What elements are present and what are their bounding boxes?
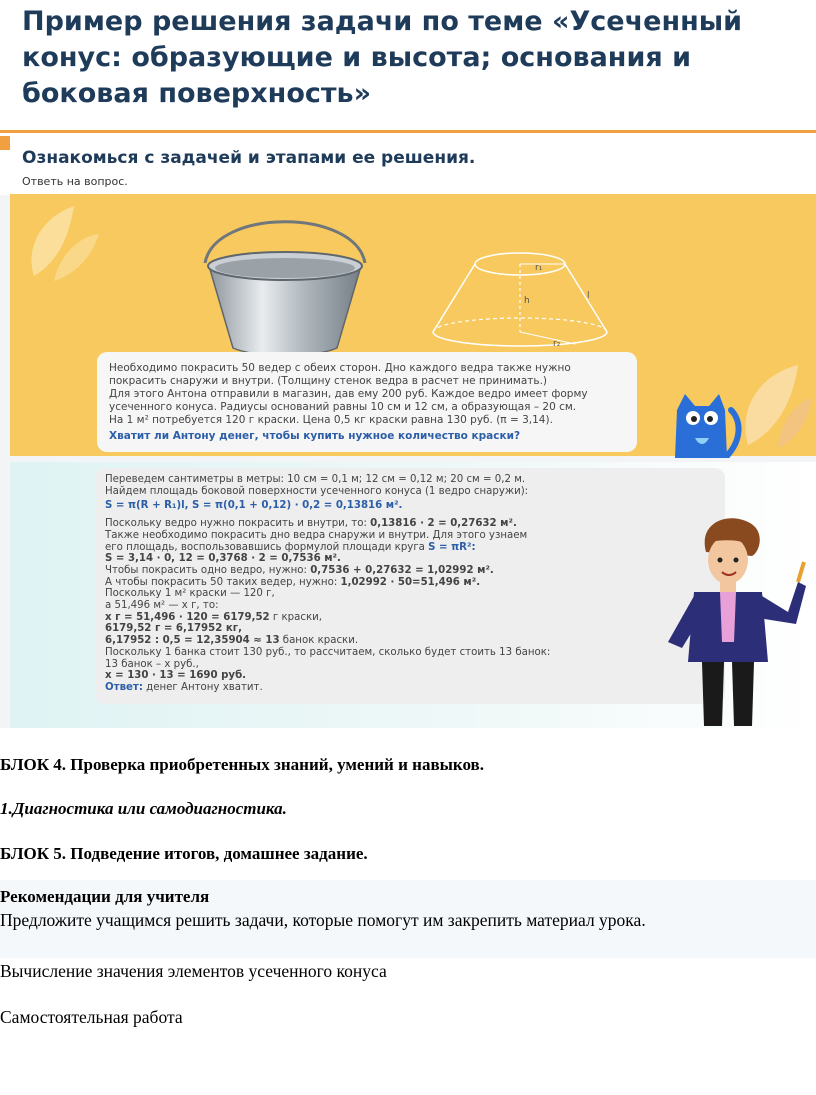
reco-text: Предложите учащимся решить задачи, которые помогут им закрепить материал урока. bbox=[0, 910, 646, 930]
solution-line: Переведем сантиметры в метры: 10 см = 0,1 м; 12 см = 0,12 м; 20 см = 0,2 м. bbox=[105, 474, 526, 485]
solution-value: 6,17952 : 0,5 = 12,35904 ≈ 13 bbox=[105, 635, 280, 647]
problem-line: Необходимо покрасить 50 ведер с обеих сторон. Дно каждого ведра также нужно bbox=[109, 362, 571, 374]
solution-line: а 51,496 м² — х г, то: bbox=[105, 600, 219, 612]
solution-line: Также необходимо покрасить дно ведра снаружи и внутри. Для этого узнаем bbox=[105, 529, 528, 541]
list-item: Самостоятельная работа bbox=[0, 1007, 183, 1027]
problem-line: На 1 м² потребуется 120 г краски. Цена 0,5 кг краски равна 130 руб. (π = 3,14). bbox=[109, 414, 553, 426]
reco-title: Рекомендации для учителя bbox=[0, 887, 210, 906]
problem-line: усеченного конуса. Радиусы оснований равны 10 см и 12 см, а образующая – 20 см. bbox=[109, 401, 577, 413]
solution-value: 1,02992 · 50=51,496 м². bbox=[340, 576, 481, 588]
solution-value: х г = 51,496 · 120 = 6179,52 bbox=[105, 611, 270, 623]
lesson-slide bbox=[0, 130, 816, 728]
diagnostics-heading: 1.Диагностика или самодиагностика. bbox=[0, 799, 287, 818]
list-item: Вычисление значения элементов усеченного конуса bbox=[0, 961, 387, 981]
label-l: l bbox=[587, 291, 590, 301]
bucket-image bbox=[195, 208, 375, 358]
block5-heading: БЛОК 5. Подведение итогов, домашнее задание. bbox=[0, 844, 368, 863]
solution-text: его площадь, воспользовавшись формулой площади круга bbox=[105, 541, 429, 553]
problem-text-box bbox=[97, 352, 637, 452]
label-h: h bbox=[524, 296, 530, 306]
solution-line: 6179,52 г = 6,17952 кг, bbox=[105, 623, 242, 635]
solution-value: 0,7536 + 0,27632 = 1,02992 м². bbox=[310, 564, 494, 576]
solution-answer bbox=[105, 682, 715, 694]
solution-line: 13 банок – х руб., bbox=[105, 658, 199, 670]
solution-line bbox=[105, 565, 715, 577]
slide-subheading: Ответь на вопрос. bbox=[22, 175, 128, 188]
solution-text: Поскольку ведро нужно покрасить и внутри, то: bbox=[105, 518, 371, 530]
solution-line bbox=[105, 518, 715, 530]
solution-line: Найдем площадь боковой поверхности усеченного конуса (1 ведро снаружи): bbox=[105, 485, 529, 497]
block4-heading: БЛОК 4. Проверка приобретенных знаний, умений и навыков. bbox=[0, 755, 484, 774]
solution-text: Чтобы покрасить одно ведро, нужно: bbox=[105, 564, 311, 576]
solution-text: г краски, bbox=[269, 611, 322, 623]
problem-line: покрасить снаружи и внутри. (Толщину стенок ведра в расчет не принимать.) bbox=[109, 375, 548, 387]
solution-line bbox=[105, 612, 715, 624]
solution-line: S = 3,14 · 0, 12 = 0,3768 · 2 = 0,7536 м². bbox=[105, 553, 341, 565]
page-title: Пример решения задачи по теме «Усеченный конус: образующие и высота; основания и боковая поверхность» bbox=[22, 6, 743, 109]
solution-formula: S = π(R + R₁)l, S = π(0,1 + 0,12) · 0,2 = 0,13816 м². bbox=[105, 500, 403, 512]
corner-mark bbox=[0, 136, 10, 150]
solution-value: 0,13816 · 2 = 0,27632 м². bbox=[370, 518, 517, 530]
solution-line: Поскольку 1 м² краски — 120 г, bbox=[105, 588, 275, 600]
solution-text-box bbox=[95, 468, 725, 704]
answer-label: Ответ: bbox=[105, 681, 143, 693]
leaf-decor-left-icon bbox=[14, 196, 104, 286]
solution-line bbox=[105, 635, 715, 647]
solution-text: банок краски. bbox=[279, 635, 359, 647]
solution-line: х = 130 · 13 = 1690 руб. bbox=[105, 670, 247, 682]
slide-header bbox=[0, 130, 816, 195]
cat-character-icon bbox=[655, 380, 745, 458]
solution-formula: S = πR²: bbox=[428, 541, 476, 553]
slide-heading: Ознакомься с задачей и этапами ее решения. bbox=[22, 148, 476, 168]
boy-character-icon bbox=[648, 512, 808, 728]
label-r1: r₁ bbox=[535, 263, 543, 273]
answer-text: денег Антону хватит. bbox=[142, 681, 263, 693]
problem-question: Хватит ли Антону денег, чтобы купить нужное количество краски? bbox=[109, 430, 521, 442]
label-r2: r₂ bbox=[553, 339, 561, 348]
solution-line bbox=[105, 542, 715, 554]
solution-text: А чтобы покрасить 50 таких ведер, нужно: bbox=[105, 576, 341, 588]
truncated-cone-figure bbox=[425, 248, 615, 348]
problem-line: Для этого Антона отправили в магазин, дав ему 200 руб. Каждое ведро имеет форму bbox=[109, 388, 588, 400]
solution-line bbox=[105, 577, 715, 589]
solution-line: Поскольку 1 банка стоит 130 руб., то рассчитаем, сколько будет стоить 13 банок: bbox=[105, 646, 551, 658]
